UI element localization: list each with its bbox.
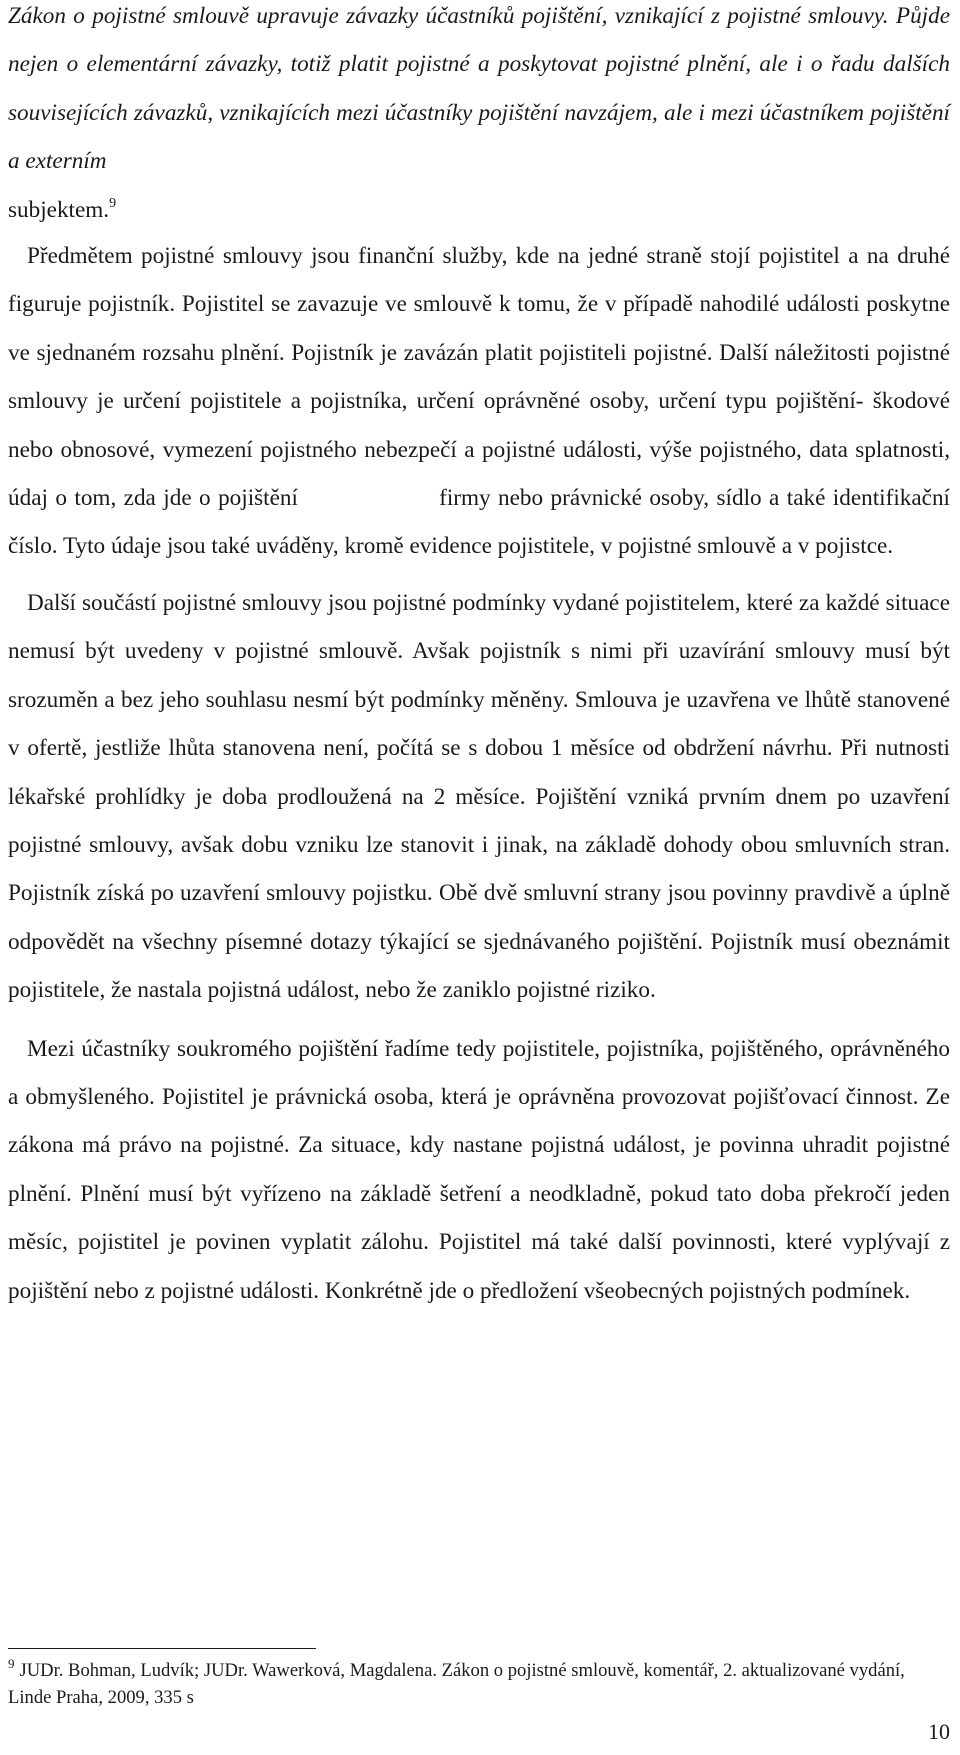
page-body bbox=[8, 0, 956, 1315]
footnote-reference[interactable]: 9 bbox=[109, 195, 117, 211]
paragraph-insurance-contract: Předmětem pojistné smlouvy jsou finanční služby, kde na jedné straně stojí pojistitel a na druhé figuruje pojistník. Pojistitel se zavazuje ve smlouvě k tomu, že v případě nahodilé události poskytne ve sjednaném rozsahu plnění. Pojistník je zavázán platit pojistiteli pojistné. Další náležitosti pojistné smlouvy je určení pojistitele a pojistníka, určení oprávněné osoby, určení typu pojištění- škodové nebo obnosové, vymezení pojistného nebezpečí a pojistné události, výše pojistného, data splatnosti, údaj o tom, zda jde o pojištění firmy nebo právnické osoby, sídlo a také identifikační číslo. Tyto údaje jsou také uváděny, kromě evidence pojistitele, v pojistné smlouvě a v pojistce. bbox=[8, 243, 956, 560]
intro-paragraph-tail: subjektem. bbox=[8, 196, 110, 223]
intro-paragraph-text: Zákon o pojistné smlouvě upravuje závazky účastníků pojištění, vznikající z pojistné smlouvy. Půjde nejen o elementární závazky, totiž platit pojistné a poskytovat pojistné plnění, ale i o řadu dalších souvisejících závazků, vznikajících mezi účastníky pojištění navzájem, ale i mezi účastníkem pojištění a externím bbox=[8, 3, 950, 175]
footnote-text: JUDr. Bohman, Ludvík; JUDr. Wawerková, Magdalena. Zákon o pojistné smlouvě, komentář, 2. aktualizované vydání, Linde Praha, 2009, 335 s bbox=[8, 1660, 905, 1708]
footnote-separator bbox=[8, 1648, 316, 1649]
footnote-number: 9 bbox=[8, 1656, 15, 1671]
intro-paragraph bbox=[8, 0, 950, 234]
footnote bbox=[8, 1657, 950, 1711]
paragraph-participants: Mezi účastníky soukromého pojištění řadíme tedy pojistitele, pojistníka, pojištěného, oprávněného a obmyšleného. Pojistitel je právnická osoba, která je oprávněna provozovat pojišťovací činnost. Ze zákona má právo na pojistné. Za situace, kdy nastane pojistná událost, je povinna uhradit pojistné plnění. Plnění musí být vyřízeno na základě šetření a neodkladně, pokud tato doba překročí jeden měsíc, pojistitel je povinen vyplatit zálohu. Pojistitel má také další povinnosti, které vyplývají z pojištění nebo z pojistné události. Konkrétně jde o předložení všeobecných pojistných podmínek. bbox=[8, 1035, 950, 1304]
paragraph-insurance-conditions: Další součástí pojistné smlouvy jsou pojistné podmínky vydané pojistitelem, které za každé situace nemusí být uvedeny v pojistné smlouvě. Avšak pojistník s nimi při uzavírání smlouvy musí být srozuměn a bez jeho souhlasu nesmí být podmínky měněny. Smlouva je uzavřena ve lhůtě stanovené v ofertě, jestliže lhůta stanovena není, počítá se s dobou 1 měsíce od obdržení návrhu. Při nutnosti lékařské prohlídky je doba prodloužená na 2 měsíce. Pojištění vzniká prvním dnem po uzavření pojistné smlouvy, avšak dobu vzniku lze stanovit i jinak, na základě dohody obou smluvních stran. Pojistník získá po uzavření smlouvy pojistku. Obě dvě smluvní strany jsou povinny pravdivě a úplně odpovědět na všechny písemné dotazy týkající se sjednávaného pojištění. Pojistník musí obeznámit pojistitele, že nastala pojistná událost, nebo že zaniklo pojistné riziko. bbox=[8, 589, 950, 1004]
page-number: 10 bbox=[928, 1719, 950, 1744]
